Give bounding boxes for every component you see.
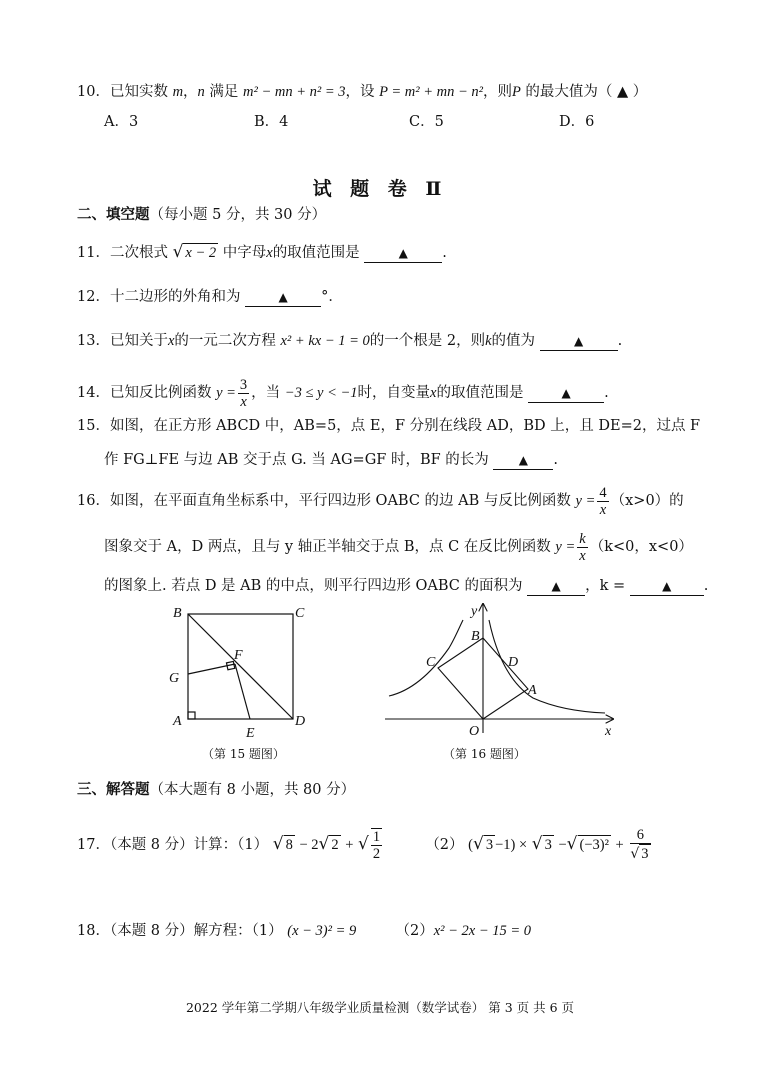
curve-4-over-x <box>489 620 605 713</box>
segment-fe <box>235 664 250 719</box>
figure-15 <box>160 598 320 740</box>
diagonal-bd <box>188 614 293 719</box>
figure-16 <box>385 598 625 740</box>
fill-section-heading: 二、填空题（每小题 5 分，共 30 分） <box>77 206 327 223</box>
page-footer: 2022 学年第二学期八年级学业质量检测（数学试卷） 第 3 页 共 6 页 <box>185 1000 575 1015</box>
label-d: D <box>508 655 519 670</box>
question-16-line-1: 16．如图，在平面直角坐标系中，平行四边形 OABC 的边 AB 与反比例函数 y = $\frac{4}{x}$ （x>0）的 <box>77 484 684 518</box>
label-d: D <box>295 714 306 729</box>
question-16-line-3: 的图象上. 若点 D 是 AB 的中点，则平行四边形 OABC 的面积为 ▲ ，k = ▲ . <box>104 578 709 594</box>
question-16-line-2: 图象交于 A，D 两点，且与 y 轴正半轴交于点 B，点 C 在反比例函数 y = $\frac{k}{x}$ （k<0，x<0） <box>104 530 693 564</box>
section-2-title: 试 题 卷 Ⅱ <box>312 178 448 200</box>
option-a: A．3 <box>104 114 139 130</box>
label-a: A <box>173 714 182 729</box>
question-10-options <box>104 112 704 132</box>
label-x: x <box>605 724 612 739</box>
question-18: 18．（本题 8 分）解方程：（1） (x − 3)² = 9 （2）x² − 2x − 15 = 0 <box>77 923 532 939</box>
answer-blank-k[interactable]: ▲ <box>630 577 704 596</box>
label-y: y <box>471 604 478 619</box>
answer-blank-area[interactable]: ▲ <box>527 577 585 596</box>
question-11: 11．二次根式 √ x − 2 中字母x的取值范围是 ▲ . <box>77 242 447 262</box>
question-15-line-1: 15．如图，在正方形 ABCD 中，AB=5，点 E，F 分别在线段 AD，BD 上，且 DE=2，过点 F <box>77 418 701 434</box>
answer-blank[interactable]: ▲ <box>540 332 618 351</box>
option-d: D．6 <box>559 114 595 130</box>
label-g: G <box>169 671 180 686</box>
question-13: 13．已知关于x的一元二次方程 x² + kx − 1 = 0的一个根是 2，则k的值为 ▲ . <box>77 333 623 349</box>
question-15-line-2: 作 FG⊥FE 与边 AB 交于点 G. 当 AG=GF 时，BF 的长为 ▲ . <box>104 452 558 468</box>
label-o: O <box>469 724 480 739</box>
figure-15-caption: （第 15 题图） <box>202 747 285 761</box>
question-14: 14．已知反比例函数 y = $\frac{3}{x}$ ，当 −3 ≤ y < −1时，自变量x的取值范围是 ▲ . <box>77 376 609 410</box>
answer-blank[interactable]: ▲ <box>245 288 321 307</box>
label-e: E <box>246 726 255 740</box>
question-12: 12．十二边形的外角和为 ▲ °． <box>77 289 343 305</box>
answer-blank[interactable]: ▲ <box>364 244 442 263</box>
option-c: C．5 <box>409 114 444 130</box>
label-a: A <box>528 683 537 698</box>
label-f: F <box>234 648 243 663</box>
label-b: B <box>471 629 480 644</box>
label-b: B <box>173 606 182 621</box>
solve-section-heading: 三、解答题（本大题有 8 小题，共 80 分） <box>77 781 356 798</box>
label-c: C <box>426 655 436 670</box>
label-c: C <box>295 606 305 621</box>
question-10-stem: 10．已知实数 m，n 满足 m² − mn + n² = 3，设 P = m² + mn − n²，则P 的最大值为（ ▲ ） <box>77 84 648 100</box>
option-b: B．4 <box>254 114 289 130</box>
answer-blank[interactable]: ▲ <box>528 384 604 403</box>
figure-16-caption: （第 16 题图） <box>443 747 526 761</box>
right-angle-a <box>188 712 195 719</box>
answer-blank[interactable]: ▲ <box>493 451 553 470</box>
question-17: 17．（本题 8 分）计算：（1） √ 8 − 2√ 2 + √ $\frac{1}{2}$ （2） (√ 3 −1) × √ 3 −√ (−3)² + $\frac{6}{√ 3}$ <box>77 827 649 862</box>
